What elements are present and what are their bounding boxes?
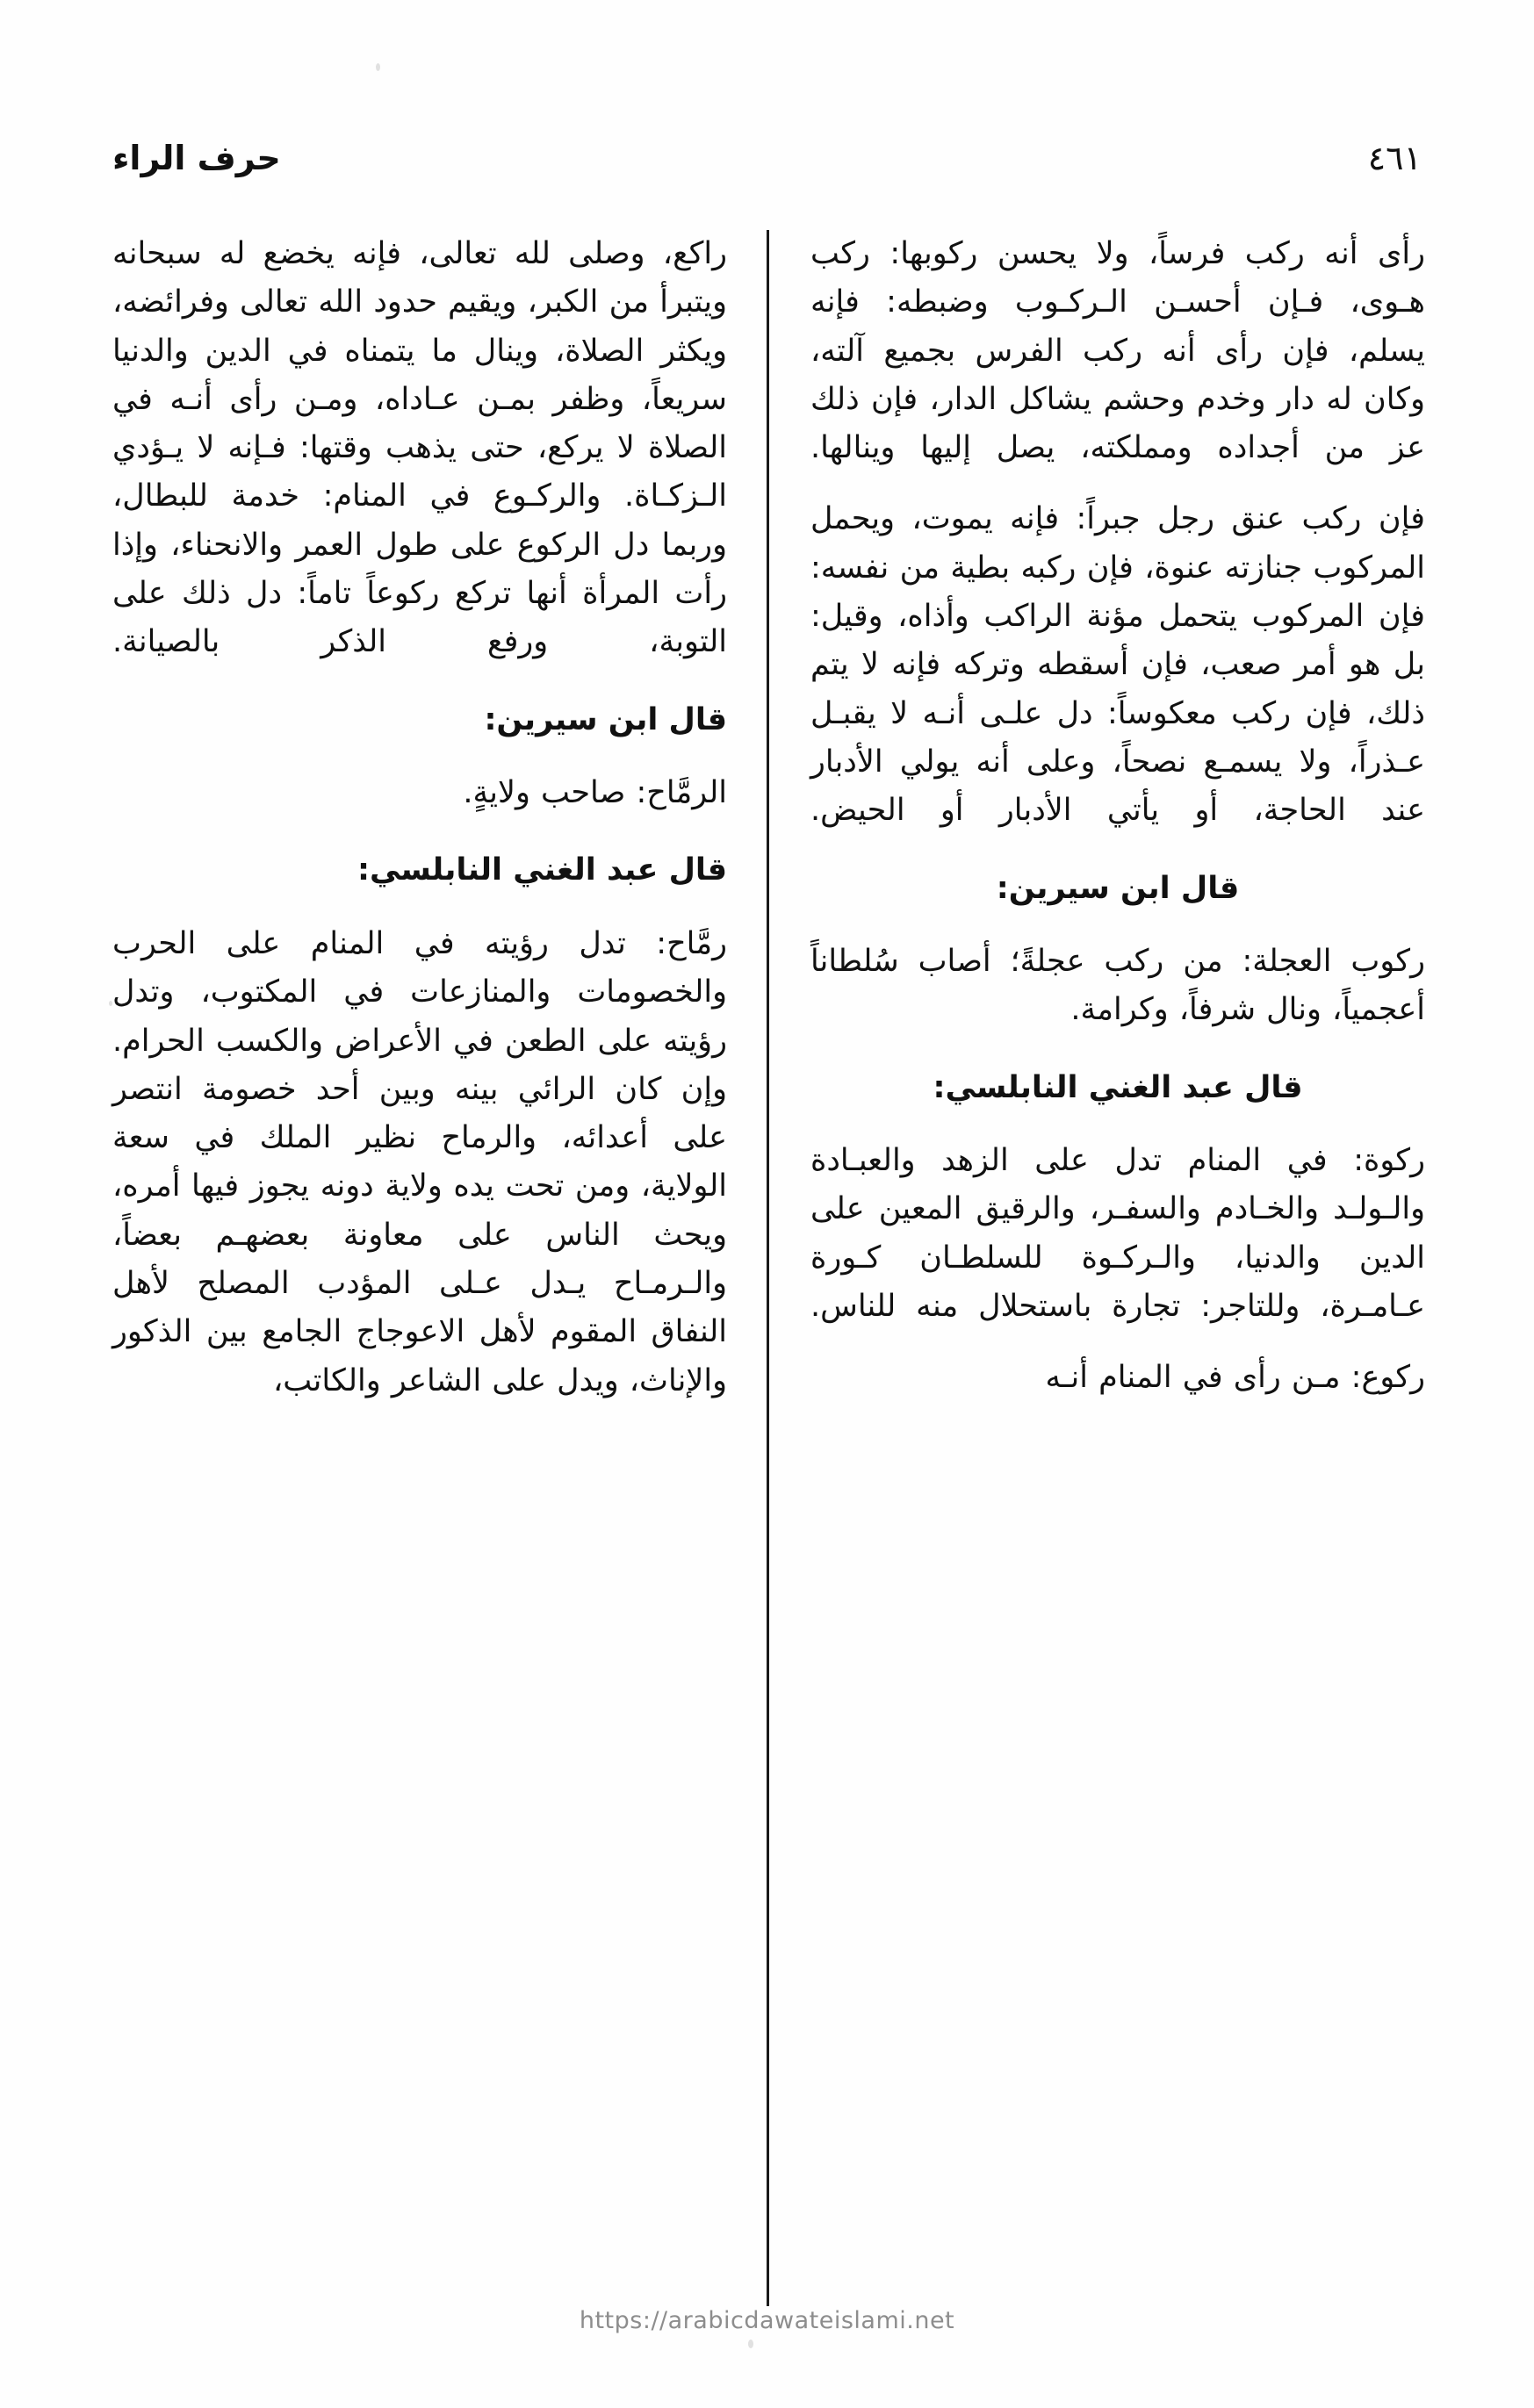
paper-speck [376, 63, 380, 71]
chapter-title: حرف الراء [112, 139, 281, 177]
paragraph: راكع، وصلى لله تعالى، فإنه يخضع له سبحانه ويتبرأ من الكبر، ويقيم حدود الله تعالى وفرائضه، ويكثر الصلاة، وينال ما يتمناه في الدين والدنيا سريعاً، وظفر بمـن عـاداه، ومـن رأى أنـه في الصلاة لا يركع، حتى يذهب وقتها: فـإنه لا يـؤدي الـزكـاة. والركـوع في المنام: خدمة للبطال، وربما دل الركوع على طول العمر والانحناء، وإذا رأت المرأة أنها تركع ركوعاً تاماً: دل ذلك على التوبة، ورفع الذكر بالصيانة. [112, 236, 727, 660]
paper-speck [109, 1001, 112, 1006]
section-heading: قال ابن سيرين: [996, 870, 1240, 906]
paragraph: رأى أنه ركب فرساً، ولا يحسن ركوبها: ركب هـوى، فـإن أحسـن الـركـوب وضبطه: فإنه يسلم، فإن رأى أنه ركب الفرس بجميع آلته، وكان له دار وخدم وحشم يشاكل الدار، فإن ذلك عز من أجداده ومملكته، يصل إليها وينالها. [810, 236, 1425, 466]
watermark-url: https://arabicdawateislami.net [579, 2307, 955, 2334]
section-heading: قال عبد الغني النابلسي: [356, 852, 727, 888]
paragraph: رمَّاح: تدل رؤيته في المنام على الحرب والخصومات والمنازعات في المكتوب، وتدل رؤيته على الطعن في الأعراض والكسب الحرام. وإن كان الرائي بينه وبين أحد خصومة انتصر على أعدائه، والرماح نظير الملك في سعة الولاية، ومن تحت يده ولاية دونه يجوز فيها أمره، ويحث الناس على معاونة بعضهـم بعضاً، والـرمـاح يـدل عـلى المؤدب المصلح لأهل النفاق المقوم لأهل الاعوجاج الجامع بين الذكور والإناث، ويدل على الشاعر والكاتب، [112, 925, 727, 1398]
page-number: ٤٦١ [1367, 139, 1422, 177]
paper-speck [748, 2340, 753, 2348]
paragraph: فإن ركب عنق رجل جبراً: فإنه يموت، ويحمل المركوب جنازته عنوة، فإن ركبه بطية من نفسه: فإن المركوب يتحمل مؤنة الراكب وأذاه، وقيل: بل هو أمر صعب، فإن أسقطه وتركه فإنه لا يتم ذلك، فإن ركب معكوساً: دل علـى أنـه لا يقبـل عـذراً، ولا يسمـع نصحاً، وعلى أنه يولي الأدبار عند الحاجة، أو يأتي الأدبار أو الحيض. [810, 501, 1425, 829]
paragraph: ركوب العجلة: من ركب عجلةً؛ أصاب سُلطاناً أعجمياً، ونال شرفاً، وكرامة. [810, 944, 1425, 1028]
column-left [112, 230, 727, 2306]
running-head [112, 132, 1422, 184]
paragraph: ركوع: مـن رأى في المنام أنـه [1045, 1360, 1425, 1396]
paragraph: ركوة: في المنام تدل على الزهد والعبـادة والـولـد والخـادم والسفـر، والرقيق المعين على الدين والدنيا، والـركـوة للسلطـان كـورة عـامـرة، وللتاجر: تجارة باستحلال منه للناس. [810, 1143, 1425, 1325]
body-columns [112, 230, 1425, 2306]
section-heading: قال ابن سيرين: [484, 701, 727, 737]
section-heading: قال عبد الغني النابلسي: [933, 1069, 1303, 1105]
paragraph: الرمَّاح: صاحب ولايةٍ. [463, 775, 727, 811]
column-right [810, 230, 1425, 2306]
